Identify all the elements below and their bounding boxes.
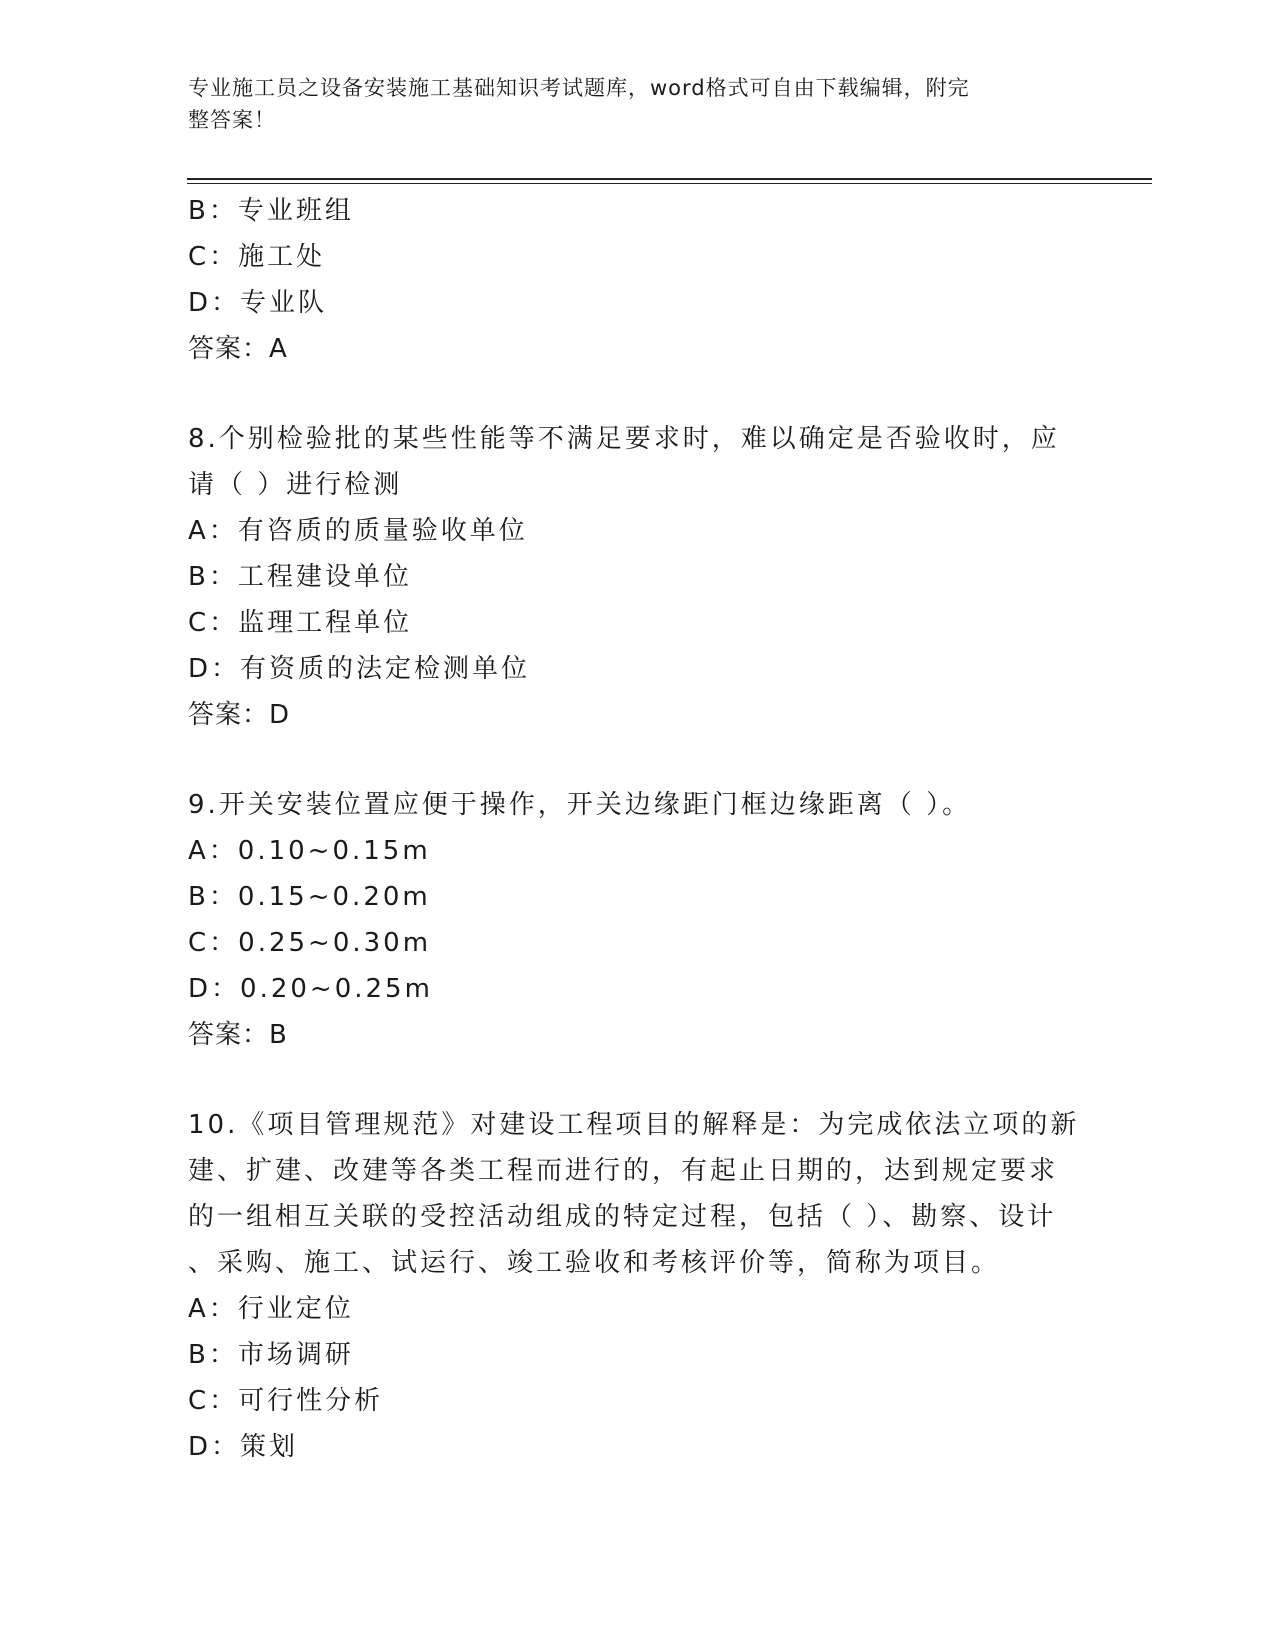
spacer (188, 738, 1088, 782)
question-stem-line: 的一组相互关联的受控活动组成的特定过程，包括（ ）、勘察、设计 (188, 1202, 1057, 1232)
option-a: A：0.10~0.15m (188, 836, 431, 866)
option-b: B：工程建设单位 (188, 562, 412, 592)
option-c: C：0.25~0.30m (188, 928, 432, 958)
option-c: C：施工处 (188, 242, 326, 272)
document-body (188, 188, 1088, 1470)
question-stem-line: 建、扩建、改建等各类工程而进行的，有起止日期的，达到规定要求 (188, 1156, 1059, 1186)
header-line-2: 整答案！ (188, 108, 276, 132)
question-stem-line: 8.个别检验批的某些性能等不满足要求时，难以确定是否验收时，应 (188, 424, 1060, 454)
option-d: D：0.20~0.25m (188, 974, 433, 1004)
answer-line: 答案：A (188, 334, 288, 364)
header-rule-thin (187, 183, 1152, 184)
option-d: D：有资质的法定检测单位 (188, 654, 531, 684)
question-8 (188, 416, 1088, 738)
option-c: C：监理工程单位 (188, 608, 413, 638)
question-10 (188, 1102, 1088, 1470)
spacer (188, 1058, 1088, 1102)
option-b: B：市场调研 (188, 1340, 354, 1370)
document-header (188, 72, 1068, 136)
answer-line: 答案：D (188, 700, 291, 730)
question-stem-line: 9.开关安装位置应便于操作，开关边缘距门框边缘距离（ ）。 (188, 790, 972, 820)
spacer (188, 372, 1088, 416)
question-stem-line: 、采购、施工、试运行、竣工验收和考核评价等，简称为项目。 (188, 1248, 1001, 1278)
answer-line: 答案：B (188, 1020, 288, 1050)
option-b: B：0.15~0.20m (188, 882, 431, 912)
question-9 (188, 782, 1088, 1058)
header-line-1: 专业施工员之设备安装施工基础知识考试题库，word格式可自由下载编辑，附完 (188, 76, 970, 100)
option-a: A：行业定位 (188, 1294, 354, 1324)
question-7-tail (188, 188, 1088, 372)
question-stem-line: 请（ ）进行检测 (188, 470, 403, 500)
header-rule-thick (187, 178, 1152, 180)
option-d: D：策划 (188, 1432, 299, 1462)
option-d: D：专业队 (188, 288, 328, 318)
question-stem-line: 10.《项目管理规范》对建设工程项目的解释是：为完成依法立项的新 (188, 1110, 1080, 1140)
option-b: B：专业班组 (188, 196, 354, 226)
option-c: C：可行性分析 (188, 1386, 384, 1416)
option-a: A：有咨质的质量验收单位 (188, 516, 528, 546)
